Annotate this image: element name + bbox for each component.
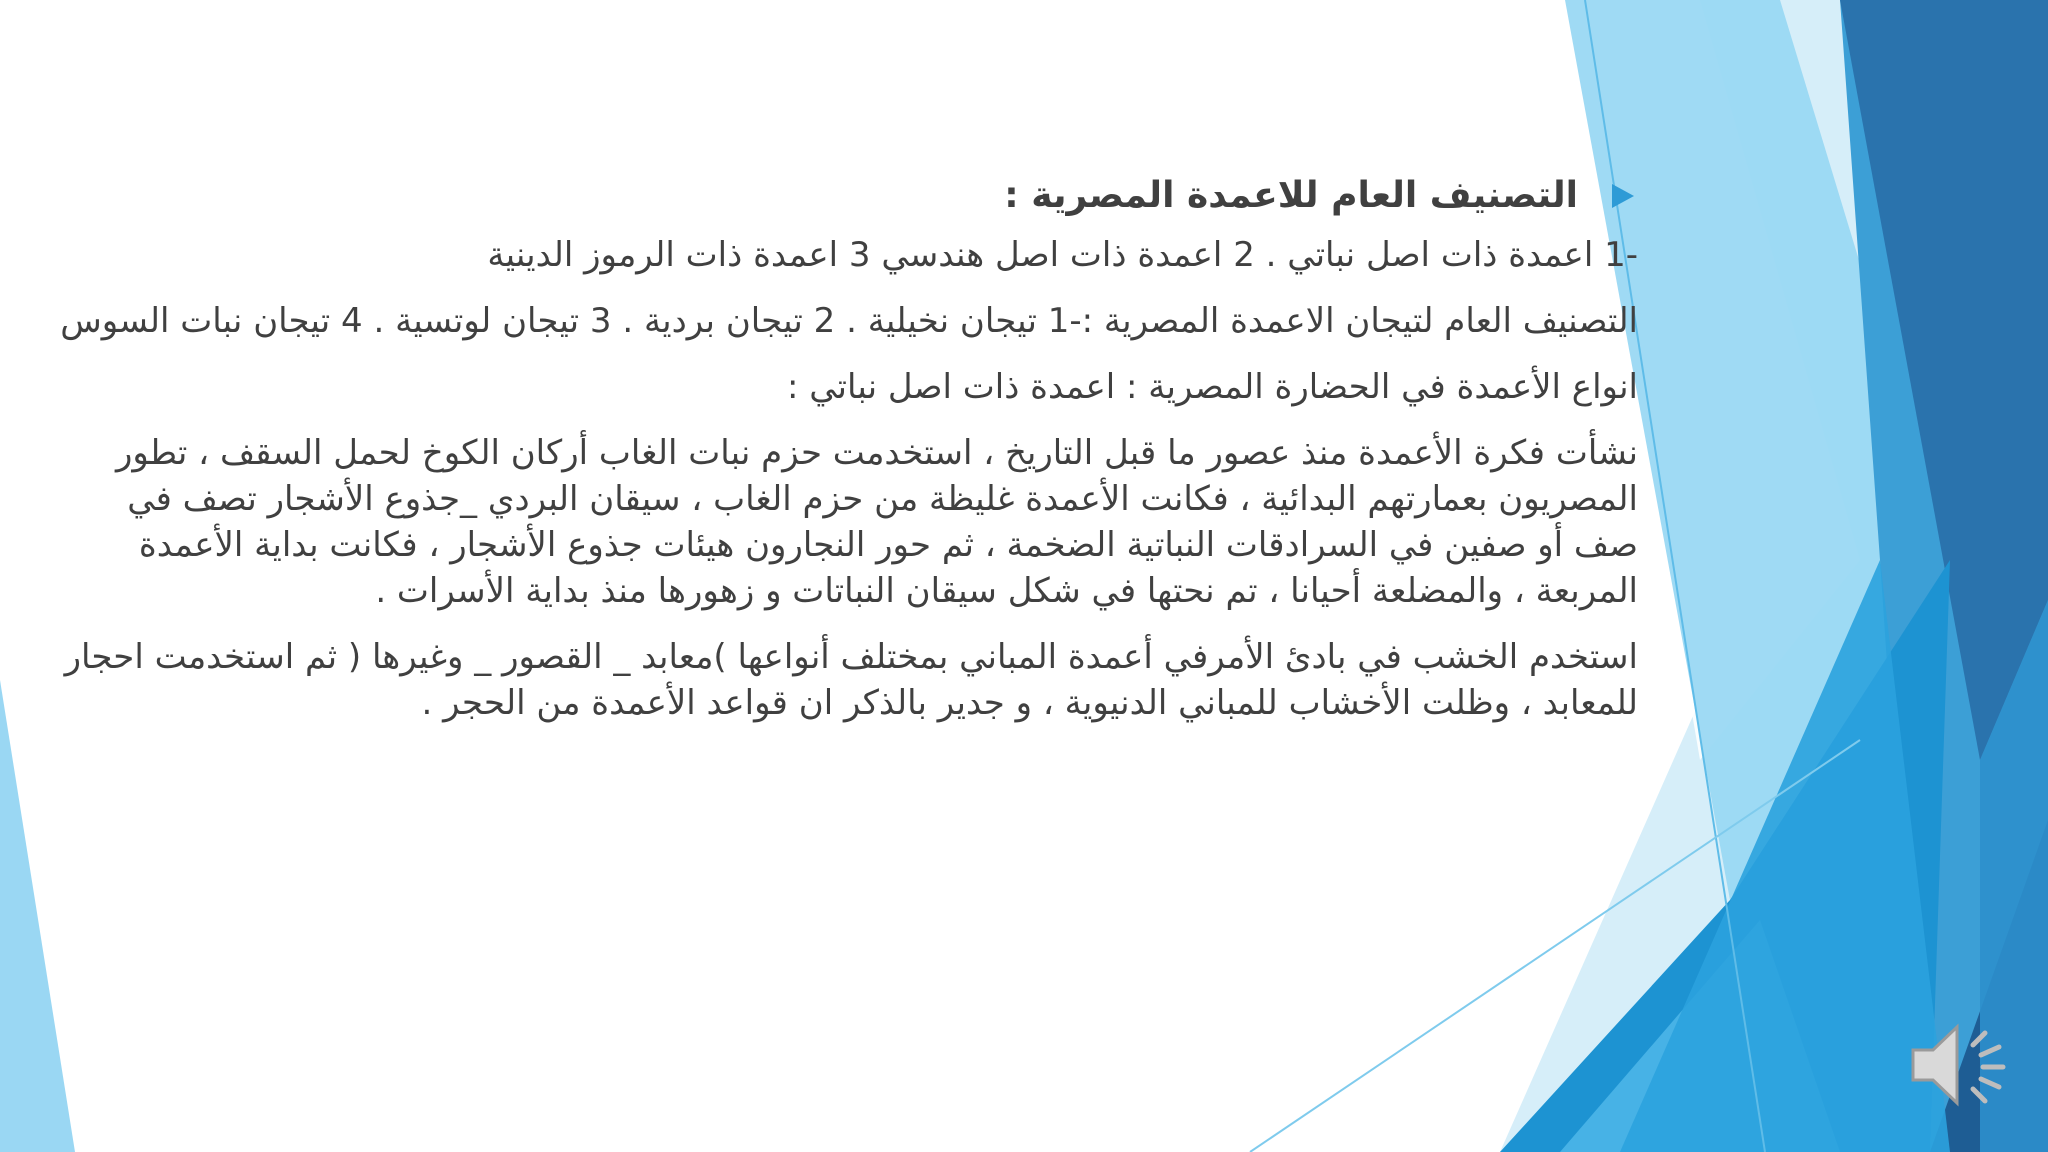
paragraph-origin-history: نشأت فكرة الأعمدة منذ عصور ما قبل التاريخ ، استخدمت حزم نبات الغاب أركان الكوخ لحمل السقف ، تطور المصريون بعمارتهم البدائية ، فكانت الأعمدة غليظة من حزم الغاب ، سيقان البردي _جذوع الأشجار تصف في صف أو صفين في السرادقات النباتية الضخمة ، ثم حور النجارون هيئات جذوع الأشجار ، فكانت بداية الأعمدة المربعة ، والمضلعة أحيانا ، تم نحتها في شكل سيقان النباتات و زهورها منذ بداية الأسرات . — [116, 433, 1638, 611]
slide-body — [60, 170, 1638, 746]
paragraph-capital-types: التصنيف العام لتيجان الاعمدة المصرية :-1 تيجان نخيلية . 2 تيجان بردية . 3 تيجان لوتسية . 4 تيجان نبات السوس — [60, 301, 1638, 341]
paragraph-wood-usage: استخدم الخشب في بادئ الأمرفي أعمدة المباني بمختلف أنواعها )معابد _ القصور _ وغيرها ( ثم استخدمت احجار للمعابد ، وظلت الأخشاب للمباني الدنيوية ، و جدير بالذكر ان قواعد الأعمدة من الحجر . — [64, 637, 1638, 723]
paragraph-column-kinds: انواع الأعمدة في الحضارة المصرية : اعمدة ذات اصل نباتي : — [786, 367, 1638, 407]
paragraph-column-types: -1 اعمدة ذات اصل نباتي . 2 اعمدة ذات اصل هندسي 3 اعمدة ذات الرموز الدينية — [487, 235, 1638, 275]
heading-row — [60, 170, 1578, 222]
triangle-right-icon — [1606, 176, 1638, 216]
speaker-icon[interactable] — [1905, 1015, 2015, 1115]
slide-heading: التصنيف العام للاعمدة المصرية : — [1004, 175, 1578, 216]
